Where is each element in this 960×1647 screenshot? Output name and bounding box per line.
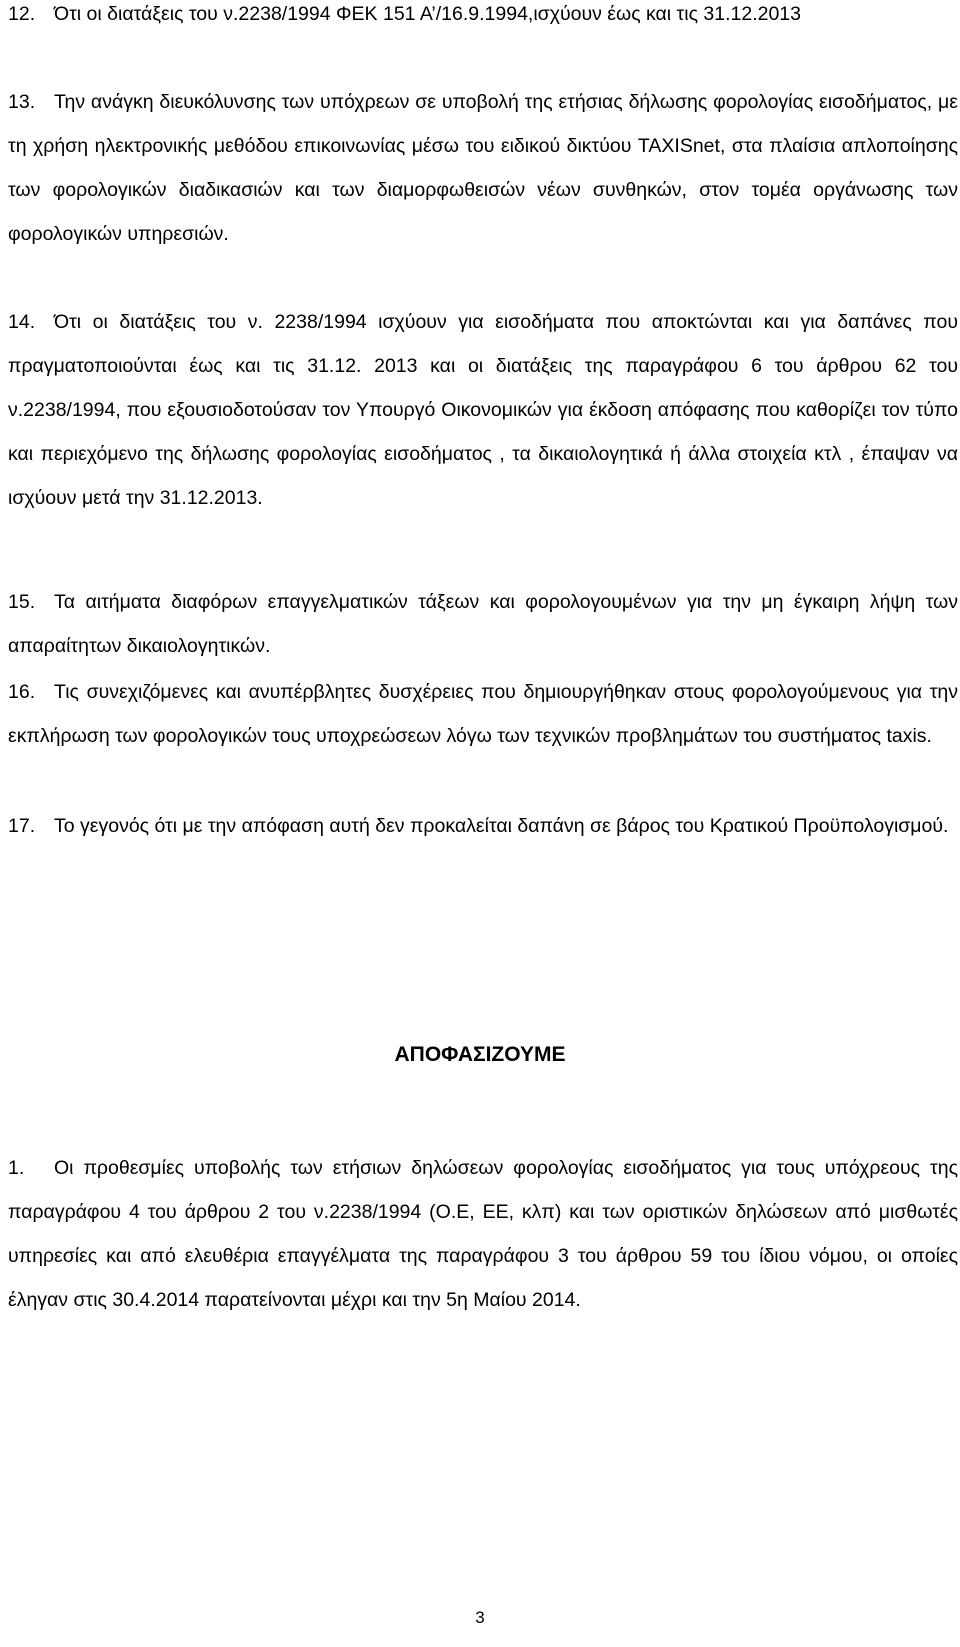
paragraph-15 [8, 580, 958, 668]
item-number: 1. [8, 1157, 25, 1179]
item-text: Το γεγονός ότι με την απόφαση αυτή δεν προκαλείται δαπάνη σε βάρος του Κρατικού Προϋπολογισμού. [54, 815, 949, 837]
item-number: 13. [8, 91, 36, 113]
item-text: Τις συνεχιζόμενες και ανυπέρβλητες δυσχέρειες που δημιουργήθηκαν στους φορολογούμενους για την εκπλήρωση των φορολογικών τους υποχρεώσεων λόγω των τεχνικών προβλημάτων του συστήματος taxis. [8, 681, 958, 747]
item-text: Ότι οι διατάξεις του ν.2238/1994 ΦΕΚ 151 Α’/16.9.1994,ισχύουν έως και τις 31.12.2013 [54, 3, 801, 25]
paragraph-16 [8, 670, 958, 758]
item-number: 15. [8, 591, 36, 613]
item-text: Ότι οι διατάξεις του ν. 2238/1994 ισχύουν για εισοδήματα που αποκτώνται και για δαπάνες που πραγματοποιούνται έως και τις 31.12. 2013 και οι διατάξεις της παραγράφου 6 του άρθρου 62 του ν.2238/1994, που εξουσιοδοτούσαν τον Υπουργό Οικονομικών για έκδοση απόφασης που καθορίζει τον τύπο και περιεχόμενο της δήλωσης φορολογίας εισοδήματος , τα δικαιολογητικά ή άλλα στοιχεία κτλ , έπαψαν να ισχύουν μετά την 31.12.2013. [8, 311, 958, 509]
page-number: 3 [475, 1608, 485, 1627]
item-number: 16. [8, 681, 36, 703]
item-text: Την ανάγκη διευκόλυνσης των υπόχρεων σε υποβολή της ετήσιας δήλωσης φορολογίας εισοδήματος, με τη χρήση ηλεκτρονικής μεθόδου επικοινωνίας μέσω του ειδικού δικτύου TAXISnet, στα πλαίσια απλοποίησης των φορολογικών διαδικασιών και των διαμορφωθεισών νέων συνθηκών, στον τομέα οργάνωσης των φορολογικών υπηρεσιών. [8, 91, 958, 245]
paragraph-14 [8, 300, 958, 520]
item-number: 17. [8, 815, 36, 837]
paragraph-17 [8, 804, 958, 848]
paragraph-12 [8, 0, 958, 36]
decision-paragraph-1 [8, 1146, 958, 1322]
item-text: Τα αιτήματα διαφόρων επαγγελματικών τάξεων και φορολογουμένων για την μη έγκαιρη λήψη των απαραίτητων δικαιολογητικών. [8, 591, 958, 657]
decision-heading: ΑΠΟΦΑΣΙΖΟΥΜΕ [394, 1043, 566, 1066]
paragraph-13 [8, 80, 958, 256]
item-number: 12. [8, 3, 36, 25]
item-text: Οι προθεσμίες υποβολής των ετήσιων δηλώσεων φορολογίας εισοδήματος για τους υπόχρεους της παραγράφου 4 του άρθρου 2 του ν.2238/1994 (Ο.Ε, ΕΕ, κλπ) και των οριστικών δηλώσεων από μισθωτές υπηρεσίες και από ελευθέρια επαγγέλματα της παραγράφου 3 του άρθρου 59 του ίδιου νόμου, οι οποίες έληγαν στις 30.4.2014 παρατείνονται μέχρι και την 5η Μαίου 2014. [8, 1157, 958, 1311]
item-number: 14. [8, 311, 36, 333]
